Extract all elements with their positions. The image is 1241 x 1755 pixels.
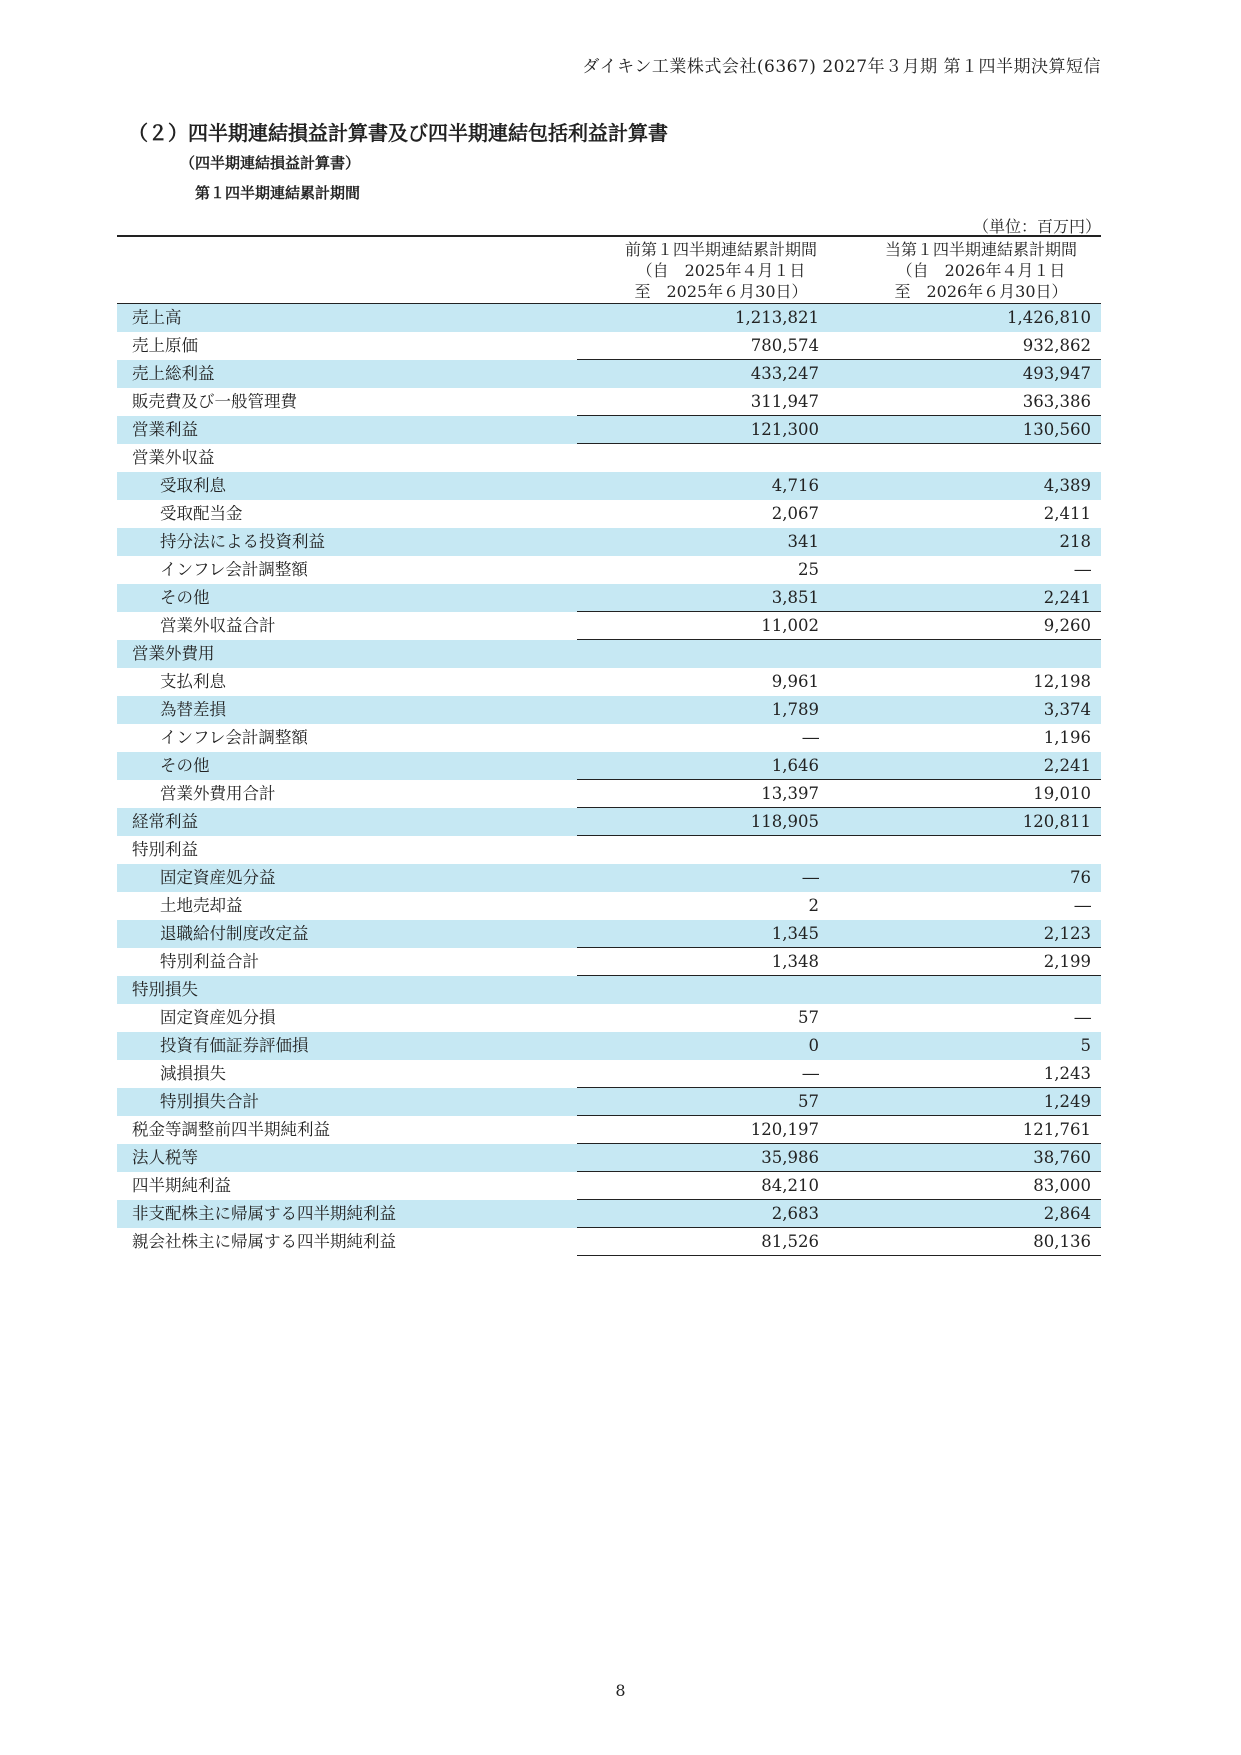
table-row: [117, 1060, 1101, 1088]
row-label: 四半期純利益: [132, 1176, 231, 1195]
row-value-prior: 0: [808, 1036, 819, 1055]
row-label: 非支配株主に帰属する四半期純利益: [132, 1204, 396, 1223]
row-label: 固定資産処分益: [160, 868, 276, 887]
period-subtitle: 第１四半期連結累計期間: [195, 184, 361, 202]
row-label: 為替差損: [160, 700, 226, 719]
row-value-current: 80,136: [1033, 1232, 1091, 1251]
row-value-current: 5: [1080, 1036, 1091, 1055]
row-value-current: 2,199: [1043, 952, 1091, 971]
row-label: 売上原価: [132, 336, 198, 355]
row-value-prior: 57: [798, 1092, 819, 1111]
row-value-prior: 84,210: [761, 1176, 819, 1195]
row-label: 減損損失: [160, 1064, 226, 1083]
column-header-to: 至 2026年６月30日）: [894, 282, 1068, 301]
row-value-current: 1,249: [1043, 1092, 1091, 1111]
row-value-prior: ―: [802, 728, 819, 747]
row-value-prior: 2: [808, 896, 819, 915]
row-value-current: 4,389: [1043, 476, 1091, 495]
row-value-current: 121,761: [1022, 1120, 1091, 1139]
row-label: 経常利益: [132, 812, 198, 831]
row-value-prior: 433,247: [750, 364, 819, 383]
document-header: ダイキン工業株式会社(6367) 2027年３月期 第１四半期決算短信: [582, 57, 1101, 77]
row-value-current: 2,241: [1043, 756, 1091, 775]
row-value-current: 19,010: [1033, 784, 1091, 803]
table-row: [117, 1004, 1101, 1032]
row-value-prior: 57: [798, 1008, 819, 1027]
row-rule: [577, 1255, 1101, 1256]
row-value-current: 2,411: [1043, 504, 1091, 523]
row-value-current: ―: [1074, 1008, 1091, 1027]
table-row: [117, 528, 1101, 556]
row-label: 退職給付制度改定益: [160, 924, 309, 943]
table-row: [117, 920, 1101, 948]
row-label: その他: [160, 588, 210, 607]
row-value-prior: 1,789: [771, 700, 819, 719]
row-value-current: 2,864: [1043, 1204, 1091, 1223]
row-value-current: 1,196: [1043, 728, 1091, 747]
row-value-current: 363,386: [1022, 392, 1091, 411]
column-header-prior-period: [601, 239, 841, 302]
row-label: 売上高: [132, 308, 182, 327]
row-label: 持分法による投資利益: [160, 532, 325, 551]
row-label: 営業利益: [132, 420, 198, 439]
column-header-title: 当第１四半期連結累計期間: [884, 240, 1077, 259]
row-value-current: 120,811: [1022, 812, 1091, 831]
row-label: 投資有価証券評価損: [160, 1036, 309, 1055]
table-row: [117, 1088, 1101, 1116]
table-row: [117, 332, 1101, 360]
row-value-prior: 3,851: [771, 588, 819, 607]
row-value-current: 932,862: [1022, 336, 1091, 355]
row-value-prior: 35,986: [761, 1148, 819, 1167]
row-value-current: 2,123: [1043, 924, 1091, 943]
table-row: [117, 1228, 1101, 1256]
row-label: 法人税等: [132, 1148, 198, 1167]
table-row: [117, 948, 1101, 976]
row-label: 親会社株主に帰属する四半期純利益: [132, 1232, 396, 1251]
row-value-prior: 780,574: [750, 336, 819, 355]
row-value-prior: 11,002: [761, 616, 819, 635]
row-value-current: 218: [1059, 532, 1091, 551]
row-value-prior: 121,300: [750, 420, 819, 439]
table-row: [117, 808, 1101, 836]
row-label: その他: [160, 756, 210, 775]
table-row: [117, 864, 1101, 892]
row-value-prior: 9,961: [771, 672, 819, 691]
row-value-current: 1,426,810: [1007, 308, 1091, 327]
row-value-prior: 25: [798, 560, 819, 579]
row-label: 受取配当金: [160, 504, 243, 523]
table-row: [117, 724, 1101, 752]
table-row: [117, 416, 1101, 444]
row-label: 固定資産処分損: [160, 1008, 276, 1027]
table-row: [117, 668, 1101, 696]
table-row: [117, 304, 1101, 332]
table-row: [117, 444, 1101, 472]
column-header-current-period: [861, 239, 1101, 302]
row-value-prior: 13,397: [761, 784, 819, 803]
table-row: [117, 976, 1101, 1004]
table-row: [117, 836, 1101, 864]
row-value-current: 2,241: [1043, 588, 1091, 607]
row-value-prior: 2,067: [771, 504, 819, 523]
table-row: [117, 584, 1101, 612]
column-header-from: （自 2026年４月１日: [896, 261, 1066, 280]
table-row: [117, 500, 1101, 528]
section-title: （２）四半期連結損益計算書及び四半期連結包括利益計算書: [128, 121, 668, 145]
table-row: [117, 1172, 1101, 1200]
column-header-to: 至 2025年６月30日）: [634, 282, 808, 301]
statement-subtitle: （四半期連結損益計算書）: [180, 154, 361, 172]
row-value-prior: 120,197: [750, 1120, 819, 1139]
row-value-prior: ―: [802, 1064, 819, 1083]
row-value-prior: 1,345: [771, 924, 819, 943]
table-row: [117, 612, 1101, 640]
table-row: [117, 556, 1101, 584]
row-value-prior: 1,348: [771, 952, 819, 971]
row-value-current: 38,760: [1033, 1148, 1091, 1167]
table-row: [117, 1032, 1101, 1060]
table-header: [117, 235, 1101, 304]
row-label: 営業外費用: [132, 644, 215, 663]
row-value-prior: 4,716: [771, 476, 819, 495]
table-row: [117, 1200, 1101, 1228]
row-label: 売上総利益: [132, 364, 215, 383]
table-row: [117, 1144, 1101, 1172]
row-value-prior: 2,683: [771, 1204, 819, 1223]
table-row: [117, 892, 1101, 920]
table-row: [117, 696, 1101, 724]
row-value-current: 9,260: [1043, 616, 1091, 635]
income-statement-table: [117, 235, 1101, 1256]
row-label: 支払利息: [160, 672, 226, 691]
row-value-current: 76: [1070, 868, 1091, 887]
row-value-current: 1,243: [1043, 1064, 1091, 1083]
row-value-current: 3,374: [1043, 700, 1091, 719]
row-label: 営業外収益合計: [160, 616, 276, 635]
row-label: 販売費及び一般管理費: [132, 392, 297, 411]
row-label: 税金等調整前四半期純利益: [132, 1120, 330, 1139]
row-value-prior: ―: [802, 868, 819, 887]
column-header-from: （自 2025年４月１日: [636, 261, 806, 280]
row-label: 土地売却益: [160, 896, 243, 915]
table-row: [117, 360, 1101, 388]
table-body: [117, 304, 1101, 1256]
row-label: 営業外収益: [132, 448, 215, 467]
row-value-prior: 81,526: [761, 1232, 819, 1251]
page-number: 8: [615, 1681, 626, 1700]
row-label: 特別損失合計: [160, 1092, 259, 1111]
row-value-prior: 311,947: [750, 392, 819, 411]
unit-label: （単位：百万円）: [972, 217, 1101, 236]
row-label: 特別利益: [132, 840, 198, 859]
row-label: インフレ会計調整額: [160, 560, 308, 579]
row-value-prior: 1,646: [771, 756, 819, 775]
row-value-current: ―: [1074, 560, 1091, 579]
row-label: 受取利息: [160, 476, 226, 495]
row-label: 特別利益合計: [160, 952, 259, 971]
row-value-prior: 1,213,821: [735, 308, 819, 327]
row-value-current: 12,198: [1033, 672, 1091, 691]
table-row: [117, 780, 1101, 808]
column-header-title: 前第１四半期連結累計期間: [624, 240, 817, 259]
row-value-prior: 118,905: [750, 812, 819, 831]
row-label: インフレ会計調整額: [160, 728, 308, 747]
table-row: [117, 472, 1101, 500]
table-row: [117, 752, 1101, 780]
table-row: [117, 1116, 1101, 1144]
row-value-current: 493,947: [1022, 364, 1091, 383]
table-row: [117, 388, 1101, 416]
row-value-prior: 341: [787, 532, 819, 551]
table-row: [117, 640, 1101, 668]
row-label: 営業外費用合計: [160, 784, 276, 803]
row-value-current: 130,560: [1022, 420, 1091, 439]
row-value-current: 83,000: [1033, 1176, 1091, 1195]
row-label: 特別損失: [132, 980, 198, 999]
row-value-current: ―: [1074, 896, 1091, 915]
